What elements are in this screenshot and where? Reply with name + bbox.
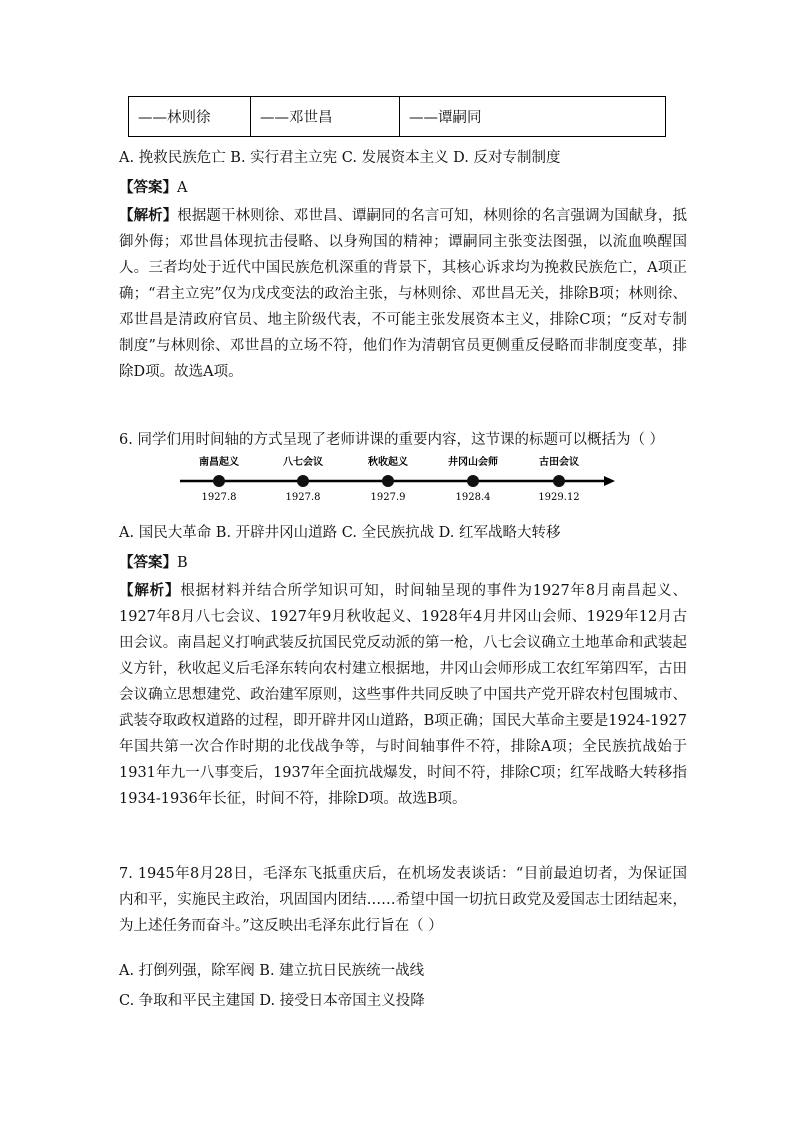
answer-tag: 【答案】 (119, 554, 177, 571)
timeline-event-label: 八七会议 (283, 457, 323, 468)
analysis-tag: 【解析】 (119, 582, 181, 599)
timeline-node (382, 475, 394, 487)
timeline-date-label: 1927.8 (285, 492, 321, 503)
q7-stem: 7. 1945年8月28日，毛泽东飞抵重庆后，在机场发表谈话：“目前最迫切者，为保证国内和平，实施民主政治，巩固国内团结……希望中国一切抗日政党及爱国志士团结起来，为上述任务而奋斗。”这反映出毛泽东此行旨在（ ） (119, 866, 687, 934)
timeline-date-label: 1929.12 (538, 492, 580, 503)
timeline-node (213, 475, 225, 487)
answer-value: B (177, 555, 188, 571)
timeline-date-label: 1927.8 (201, 492, 237, 503)
timeline-event-label: 井冈山会师 (448, 457, 498, 468)
q6-answer (119, 551, 188, 572)
quote-cell-tan-sitong: ——谭嗣同 (400, 97, 666, 137)
analysis-text: 根据材料并结合所学知识可知，时间轴呈现的事件为1927年8月南昌起义、1927年8月八七会议、1927年9月秋收起义、1928年4月井冈山会师、1929年12月古田会议。南昌起义打响武装反抗国民党反动派的第一枪，八七会议确立土地革命和武装起义方针，秋收起义后毛泽东转向农村建立根据地，井冈山会师形成工农红军第四军，古田会议确立思想建党、政治建军原则，这些事件共同反映了中国共产党开辟农村包围城市、武装夺取政权道路的过程，即开辟井冈山道路，B项正确；国民大革命主要是1924-1927年国共第一次合作时期的北伐战争等，与时间轴事件不符，排除A项；全民族抗战始于1931年九一八事变后，1937年全面抗战爆发，时间不符，排除C项；红军战略大转移指1934-1936年长征，时间不符，排除D项。故选B项。 (119, 583, 688, 807)
q5-analysis (119, 203, 687, 385)
timeline-arrow-icon (604, 476, 615, 486)
timeline-node (553, 475, 565, 487)
quote-cell-lin-zexu: ——林则徐 (129, 97, 251, 137)
q7-options-line2: C. 争取和平民主建国 D. 接受日本帝国主义投降 (119, 993, 425, 1009)
quote-table (128, 96, 666, 137)
timeline-event-label: 秋收起义 (368, 457, 408, 468)
answer-value: A (177, 180, 188, 196)
timeline-event-label: 古田会议 (539, 457, 579, 468)
answer-tag: 【答案】 (119, 179, 177, 196)
q6-stem: 6. 同学们用时间轴的方式呈现了老师讲课的重要内容，这节课的标题可以概括为（ ） (119, 432, 665, 448)
timeline-date-label: 1927.9 (370, 492, 406, 503)
q5-answer (119, 176, 187, 197)
q6-analysis (119, 578, 687, 812)
analysis-tag: 【解析】 (119, 207, 178, 224)
timeline-node (467, 475, 479, 487)
analysis-text: 根据题干林则徐、邓世昌、谭嗣同的名言可知，林则徐的名言强调为国献身，抵御外侮；邓世昌体现抗击侵略、以身殉国的精神；谭嗣同主张变法图强，以流血唤醒国人。三者均处于近代中国民族危机深重的背景下，其核心诉求均为挽救民族危亡，A项正确；“君主立宪”仅为戊戌变法的政治主张，与林则徐、邓世昌无关，排除B项；林则徐、邓世昌是清政府官员、地主阶级代表，不可能主张发展资本主义，排除C项；“反对专制制度”与林则徐、邓世昌的立场不符，他们作为清朝官员更侧重反侵略而非制度变革，排除D项。故选A项。 (119, 208, 687, 380)
timeline-date-label: 1928.4 (455, 492, 491, 503)
timeline-event-label: 南昌起义 (199, 457, 239, 468)
timeline (178, 453, 616, 503)
timeline-node (297, 475, 309, 487)
quote-cell-deng-shichang: ——邓世昌 (251, 97, 400, 137)
q7-options-line1: A. 打倒列强，除军阀 B. 建立抗日民族统一战线 (119, 963, 425, 979)
q5-options: A. 挽救民族危亡 B. 实行君主立宪 C. 发展资本主义 D. 反对专制制度 (119, 150, 561, 166)
q6-options: A. 国民大革命 B. 开辟井冈山道路 C. 全民族抗战 D. 红军战略大转移 (119, 525, 561, 541)
